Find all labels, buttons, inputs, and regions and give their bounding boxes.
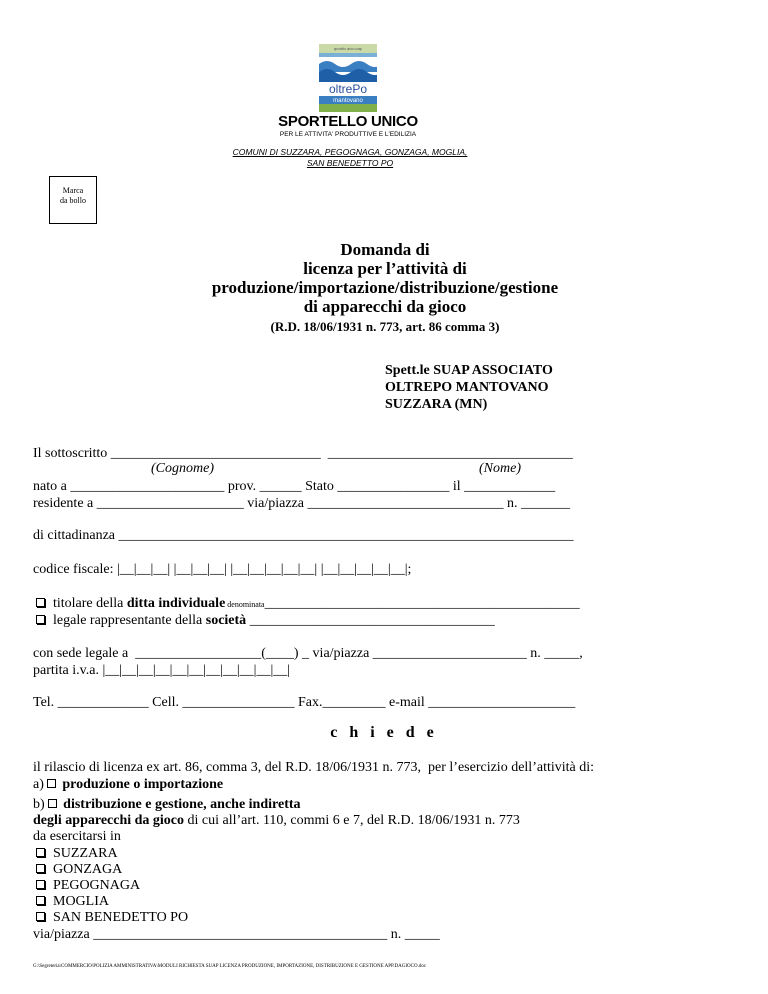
partita-iva-field[interactable]: partita i.v.a. |__|__|__|__|__|__|__|__|__|__|__| — [33, 663, 291, 678]
checkbox-icon[interactable] — [47, 779, 56, 788]
sottoscritto-field[interactable]: Il sottoscritto ______________________________ ___________________________________ — [33, 446, 573, 461]
apparecchi-rest: di cui all’art. 110, commi 6 e 7, del R.D. 18/06/1931 n. 773 — [184, 813, 520, 828]
esercitarsi-text: da esercitarsi in — [33, 829, 121, 844]
checkbox-icon[interactable] — [36, 598, 45, 607]
checkbox-icon[interactable] — [36, 848, 45, 857]
apparecchi-text — [33, 813, 520, 829]
legale-line[interactable]: ___________________________________ — [246, 613, 495, 628]
logo-top-text: sportello unico suap — [333, 47, 363, 51]
comune-option[interactable] — [36, 862, 122, 878]
doc-title-reference: (R.D. 18/06/1931 n. 773, art. 86 comma 3) — [270, 319, 500, 334]
titolare-option[interactable] — [36, 596, 580, 612]
legale-bold: società — [205, 613, 247, 628]
oltrepo-logo — [319, 44, 377, 112]
titolare-denominata: denominata — [225, 600, 265, 609]
checkbox-icon[interactable] — [36, 864, 45, 873]
revenue-stamp-box — [49, 176, 97, 224]
nome-label: (Nome) — [479, 461, 521, 476]
comune-label: SUZZARA — [53, 846, 118, 861]
legale-option[interactable] — [36, 613, 495, 629]
comune-option[interactable] — [36, 878, 140, 894]
brand-subtitle: PER LE ATTIVITA' PRODUTTIVE E L'EDILIZIA — [279, 131, 417, 138]
logo-sub-text: mantovano — [333, 98, 363, 104]
via-piazza-field[interactable]: via/piazza __________________________________________ n. _____ — [33, 927, 440, 942]
recipient-line-1: Spett.le SUAP ASSOCIATO — [385, 363, 553, 378]
file-path-footer: G:\Segreteria\COMMERCIO\POLIZIA AMMINISTRATIVA\MODULI RICHIESTA SUAP LICENZA PRODUZIONE, IMPORTAZIONE, DISTRIBUZIONE E GESTIONE APP.DAGIOCO.doc — [33, 964, 427, 969]
codice-fiscale-field[interactable]: codice fiscale: |__|__|__| |__|__|__| |__|__|__|__|__| |__|__|__|__|__|; — [33, 562, 412, 577]
recipient-line-3: SUZZARA (MN) — [385, 397, 488, 412]
intro-text: il rilascio di licenza ex art. 86, comma 3, del R.D. 18/06/1931 n. 773, per l’esercizio dell’attività di: — [33, 760, 595, 775]
stamp-line-2: da bollo — [60, 196, 86, 205]
logo-brand-text: oltrePo — [328, 82, 368, 96]
comune-label: GONZAGA — [53, 862, 123, 877]
doc-title-line-3: produzione/importazione/distribuzione/gestione — [211, 278, 559, 297]
doc-title-line-1: Domanda di — [340, 240, 430, 259]
residente-a-field[interactable]: residente a _____________________ via/piazza ____________________________ n. _______ — [33, 496, 570, 511]
comune-label: PEGOGNAGA — [53, 878, 141, 893]
titolare-line[interactable]: _____________________________________________ — [264, 596, 580, 611]
option-b-prefix: b) — [33, 797, 45, 812]
option-a-label: produzione o importazione — [62, 777, 224, 792]
checkbox-icon[interactable] — [36, 896, 45, 905]
comune-option[interactable] — [36, 894, 109, 910]
option-a-prefix: a) — [33, 777, 44, 792]
option-b[interactable] — [33, 797, 301, 813]
option-b-label: distribuzione e gestione, anche indiretta — [63, 797, 301, 812]
doc-title-line-4: di apparecchi da gioco — [303, 297, 467, 316]
cittadinanza-field[interactable]: di cittadinanza _________________________________________________________________ — [33, 528, 574, 543]
checkbox-icon[interactable] — [36, 912, 45, 921]
sede-legale-field[interactable]: con sede legale a __________________(____) _ via/piazza ______________________ n. _____, — [33, 646, 583, 661]
comune-label: SAN BENEDETTO PO — [53, 910, 189, 925]
comuni-line-1: COMUNI DI SUZZARA, PEGOGNAGA, GONZAGA, MOGLIA, — [232, 147, 468, 157]
checkbox-icon[interactable] — [36, 615, 45, 624]
titolare-bold: ditta individuale — [126, 596, 226, 611]
cognome-label: (Cognome) — [151, 461, 214, 476]
legale-prefix: legale rappresentante della — [53, 613, 206, 628]
titolare-prefix: titolare della — [53, 596, 127, 611]
brand-title: SPORTELLO UNICO — [278, 113, 418, 130]
contatti-field[interactable]: Tel. _____________ Cell. ________________ Fax._________ e-mail _____________________ — [33, 695, 576, 710]
checkbox-icon[interactable] — [48, 799, 57, 808]
recipient-line-2: OLTREPO MANTOVANO — [385, 380, 549, 395]
stamp-line-1: Marca — [62, 186, 84, 195]
nato-a-field[interactable]: nato a ______________________ prov. ______ Stato ________________ il _____________ — [33, 479, 556, 494]
chiede-heading: c h i e d e — [330, 724, 438, 741]
comuni-line-2: SAN BENEDETTO PO — [306, 158, 394, 168]
checkbox-icon[interactable] — [36, 880, 45, 889]
comune-option[interactable] — [36, 846, 118, 862]
doc-title-line-2: licenza per l’attività di — [303, 259, 467, 278]
comune-label: MOGLIA — [53, 894, 109, 909]
comune-option[interactable] — [36, 910, 188, 926]
option-a[interactable] — [33, 777, 223, 793]
apparecchi-bold: degli apparecchi da gioco — [33, 813, 185, 828]
